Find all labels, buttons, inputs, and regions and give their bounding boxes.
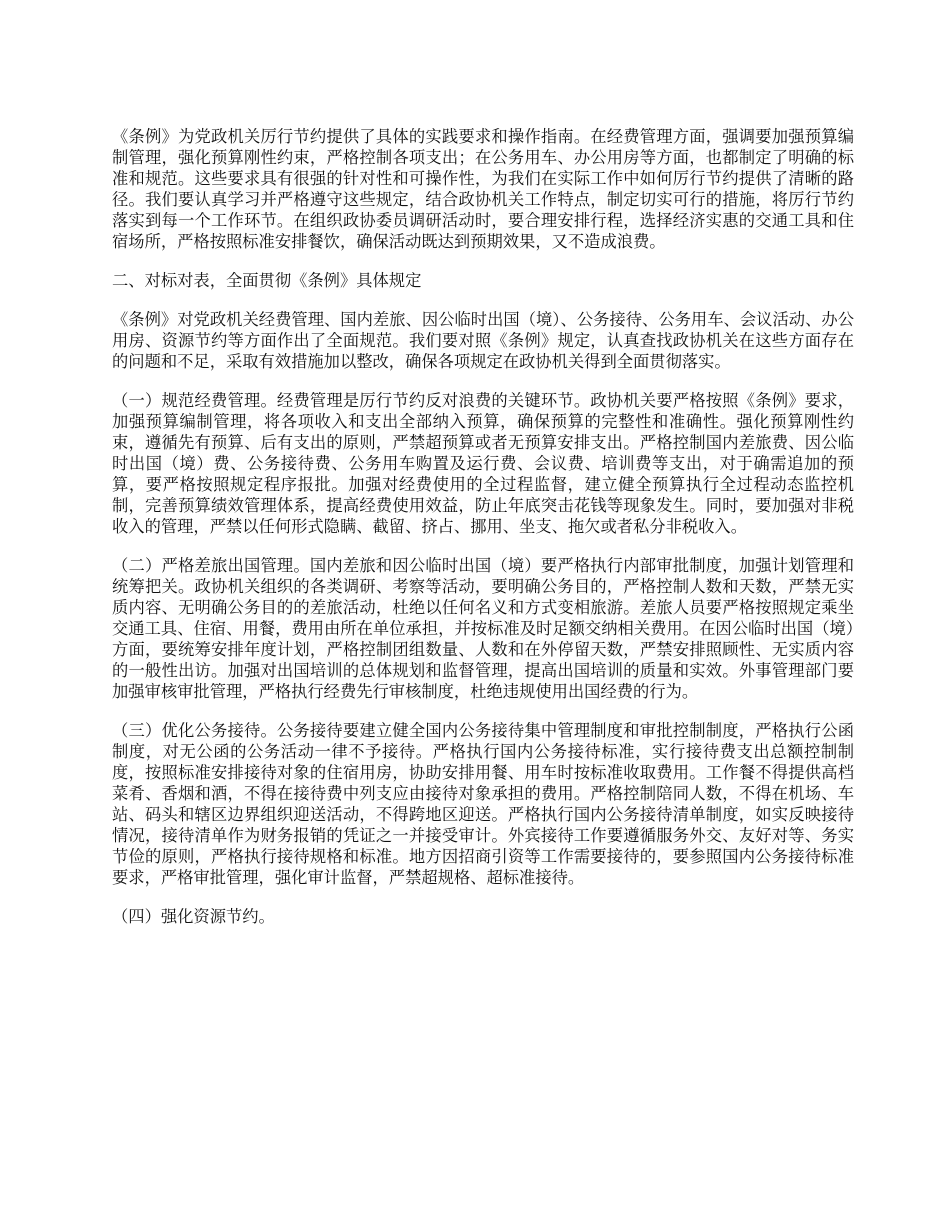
paragraph-item-4-heading: （四）强化资源节约。 (112, 907, 275, 926)
section-heading-2: 二、对标对表，全面贯彻《条例》具体规定 (112, 271, 422, 290)
document-page (112, 126, 854, 945)
paragraph-intro: 《条例》为党政机关厉行节约提供了具体的实践要求和操作指南。在经费管理方面，强调要加强预算编制管理，强化预算刚性约束，严格控制各项支出；在公务用车、办公用房等方面，也都制定了明确的标准和规范。这些要求具有很强的针对性和可操作性，为我们在实际工作中如何厉行节约提供了清晰的路径。我们要认真学习并严格遵守这些规定，结合政协机关工作特点，制定切实可行的措施，将厉行节约落实到每一个工作环节。在组织政协委员调研活动时，要合理安排行程，选择经济实惠的交通工具和住宿场所，严格按照标准安排餐饮，确保活动既达到预期效果，又不造成浪费。 (112, 127, 854, 251)
paragraph-overview: 《条例》对党政机关经费管理、国内差旅、因公临时出国（境）、公务接待、公务用车、会议活动、办公用房、资源节约等方面作出了全面规范。我们要对照《条例》规定，认真查找政协机关在这些方面存在的问题和不足，采取有效措施加以整改，确保各项规定在政协机关得到全面贯彻落实。 (112, 310, 854, 371)
paragraph-item-3: （三）优化公务接待。公务接待要建立健全国内公务接待集中管理制度和审批控制制度，严格执行公函制度，对无公函的公务活动一律不予接待。严格执行国内公务接待标准，实行接待费支出总额控制制度，按照标准安排接待对象的住宿用房，协助安排用餐、用车时按标准收取费用。工作餐不得提供高档菜肴、香烟和酒，不得在接待费中列支应由接待对象承担的费用。严格控制陪同人数，不得在机场、车站、码头和辖区边界组织迎送活动，不得跨地区迎送。严格执行国内公务接待清单制度，如实反映接待情况，接待清单作为财务报销的凭证之一并接受审计。外宾接待工作要遵循服务外交、友好对等、务实节俭的原则，严格执行接待规格和标准。地方因招商引资等工作需要接待的，要参照国内公务接待标准要求，严格审批管理，强化审计监督，严禁超规格、超标准接待。 (112, 721, 854, 887)
paragraph-item-2: （二）严格差旅出国管理。国内差旅和因公临时出国（境）要严格执行内部审批制度，加强计划管理和统筹把关。政协机关组织的各类调研、考察等活动，要明确公务目的，严格控制人数和天数，严禁无实质内容、无明确公务目的的差旅活动，杜绝以任何名义和方式变相旅游。差旅人员要严格按照规定乘坐交通工具、住宿、用餐，费用由所在单位承担，并按标准及时足额交纳相关费用。在因公临时出国（境）方面，要统筹安排年度计划，严格控制团组数量、人数和在外停留天数，严禁安排照顾性、无实质内容的一般性出访。加强对出国培训的总体规划和监督管理，提高出国培训的质量和实效。外事管理部门要加强审核审批管理，严格执行经费先行审核制度，杜绝违规使用出国经费的行为。 (112, 556, 854, 701)
paragraph-item-1: （一）规范经费管理。经费管理是厉行节约反对浪费的关键环节。政协机关要严格按照《条例》要求，加强预算编制管理，将各项收入和支出全部纳入预算，确保预算的完整性和准确性。强化预算刚性约束，遵循先有预算、后有支出的原则，严禁超预算或者无预算安排支出。严格控制国内差旅费、因公临时出国（境）费、公务接待费、公务用车购置及运行费、会议费、培训费等支出，对于确需追加的预算，要严格按照规定程序报批。加强对经费使用的全过程监督，建立健全预算执行全过程动态监控机制，完善预算绩效管理体系，提高经费使用效益，防止年底突击花钱等现象发生。同时，要加强对非税收入的管理，严禁以任何形式隐瞒、截留、挤占、挪用、坐支、拖欠或者私分非税收入。 (112, 391, 854, 536)
